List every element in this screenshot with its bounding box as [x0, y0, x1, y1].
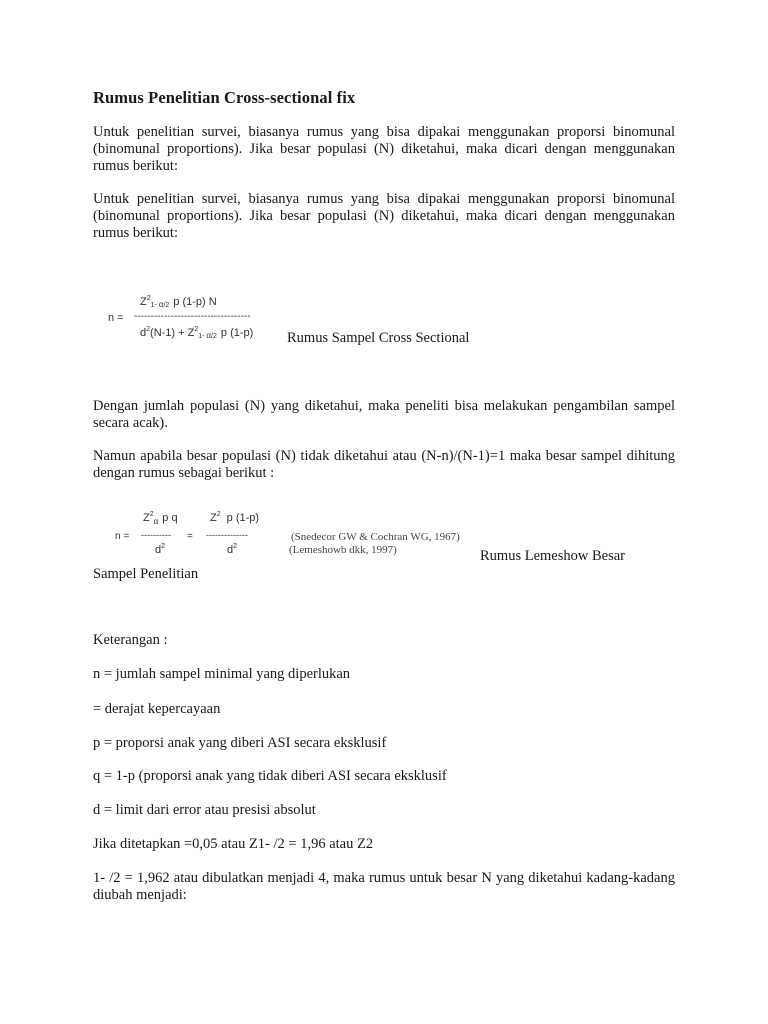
paragraph-intro-1: Untuk penelitian survei, biasanya rumus yang bisa dipakai menggunakan proporsi binomunal (binomunal proportions). Jika besar populasi (N) diketahui, maka dicari dengan menggunakan rumus berikut: — [93, 124, 675, 174]
formula-lemeshow-image — [105, 505, 460, 563]
keterangan-item-p: p = proporsi anak yang diberi ASI secara eksklusif — [93, 735, 387, 751]
formula2-fraction2-numerator: $Z^2$ p (1-p) — [210, 511, 260, 524]
paragraph-intro-2: Untuk penelitian survei, biasanya rumus yang bisa dipakai menggunakan proporsi binomunal (binomunal proportions). Jika besar populasi (N) diketahui, maka dicari dengan menggunakan rumus berikut: — [93, 191, 675, 241]
paragraph-unknown-population: Namun apabila besar populasi (N) tidak diketahui atau (N-n)/(N-1)=1 maka besar sampel dihitung dengan rumus sebagai berikut : — [93, 448, 675, 481]
formula1-caption: Rumus Sampel Cross Sectional — [287, 330, 470, 346]
keterangan-heading: Keterangan : — [93, 632, 168, 648]
formula2-reference-lemeshow: (Lemeshowb dkk, 1997) — [289, 544, 397, 556]
formula2-reference-snedecor: (Snedecor GW & Cochran WG, 1967) — [291, 531, 460, 543]
formula1-lhs: n = — [108, 312, 124, 324]
formula2-fraction-bar-2: -------------- — [206, 530, 248, 540]
formula2-fraction2-denominator: $d^2$ — [227, 543, 238, 556]
formula2-caption-part2: Sampel Penelitian — [93, 566, 199, 582]
keterangan-item-confidence: = derajat kepercayaan — [93, 701, 221, 717]
keterangan-item-n: n = jumlah sampel minimal yang diperlukan — [93, 666, 351, 682]
keterangan-item-d: d = limit dari error atau presisi absolut — [93, 802, 316, 818]
formula2-fraction-bar-1: ---------- — [141, 530, 171, 540]
keterangan-item-alpha: Jika ditetapkan =0,05 atau Z1- /2 = 1,96 atau Z2 — [93, 836, 374, 852]
formula-cross-sectional-image — [100, 286, 290, 346]
formula1-numerator: $Z^2_{1-}$ α/2 p (1-p) N — [140, 295, 217, 309]
formula2-fraction1-numerator: $Z^2_\alpha$ p q — [143, 511, 178, 526]
keterangan-item-q: q = 1-p (proporsi anak yang tidak diberi ASI secara eksklusif — [93, 768, 447, 784]
formula1-denominator: $d^2(N-1) + Z^2_{1-}$ α/2 p (1-p) — [140, 326, 254, 340]
formula2-caption-part1: Rumus Lemeshow Besar — [480, 548, 625, 564]
paragraph-random-sampling: Dengan jumlah populasi (N) yang diketahui, maka peneliti bisa melakukan pengambilan sampel secara acak). — [93, 398, 675, 431]
formula2-fraction1-denominator: $d^2$ — [155, 543, 166, 556]
formula2-lhs: n = — [115, 531, 130, 542]
formula1-fraction-bar: ----------------------------------- — [134, 311, 251, 322]
paragraph-final: 1- /2 = 1,962 atau dibulatkan menjadi 4, maka rumus untuk besar N yang diketahui kadang-kadang diubah menjadi: — [93, 870, 675, 903]
formula2-equals: = — [187, 531, 193, 542]
document-title: Rumus Penelitian Cross-sectional fix — [93, 88, 356, 107]
